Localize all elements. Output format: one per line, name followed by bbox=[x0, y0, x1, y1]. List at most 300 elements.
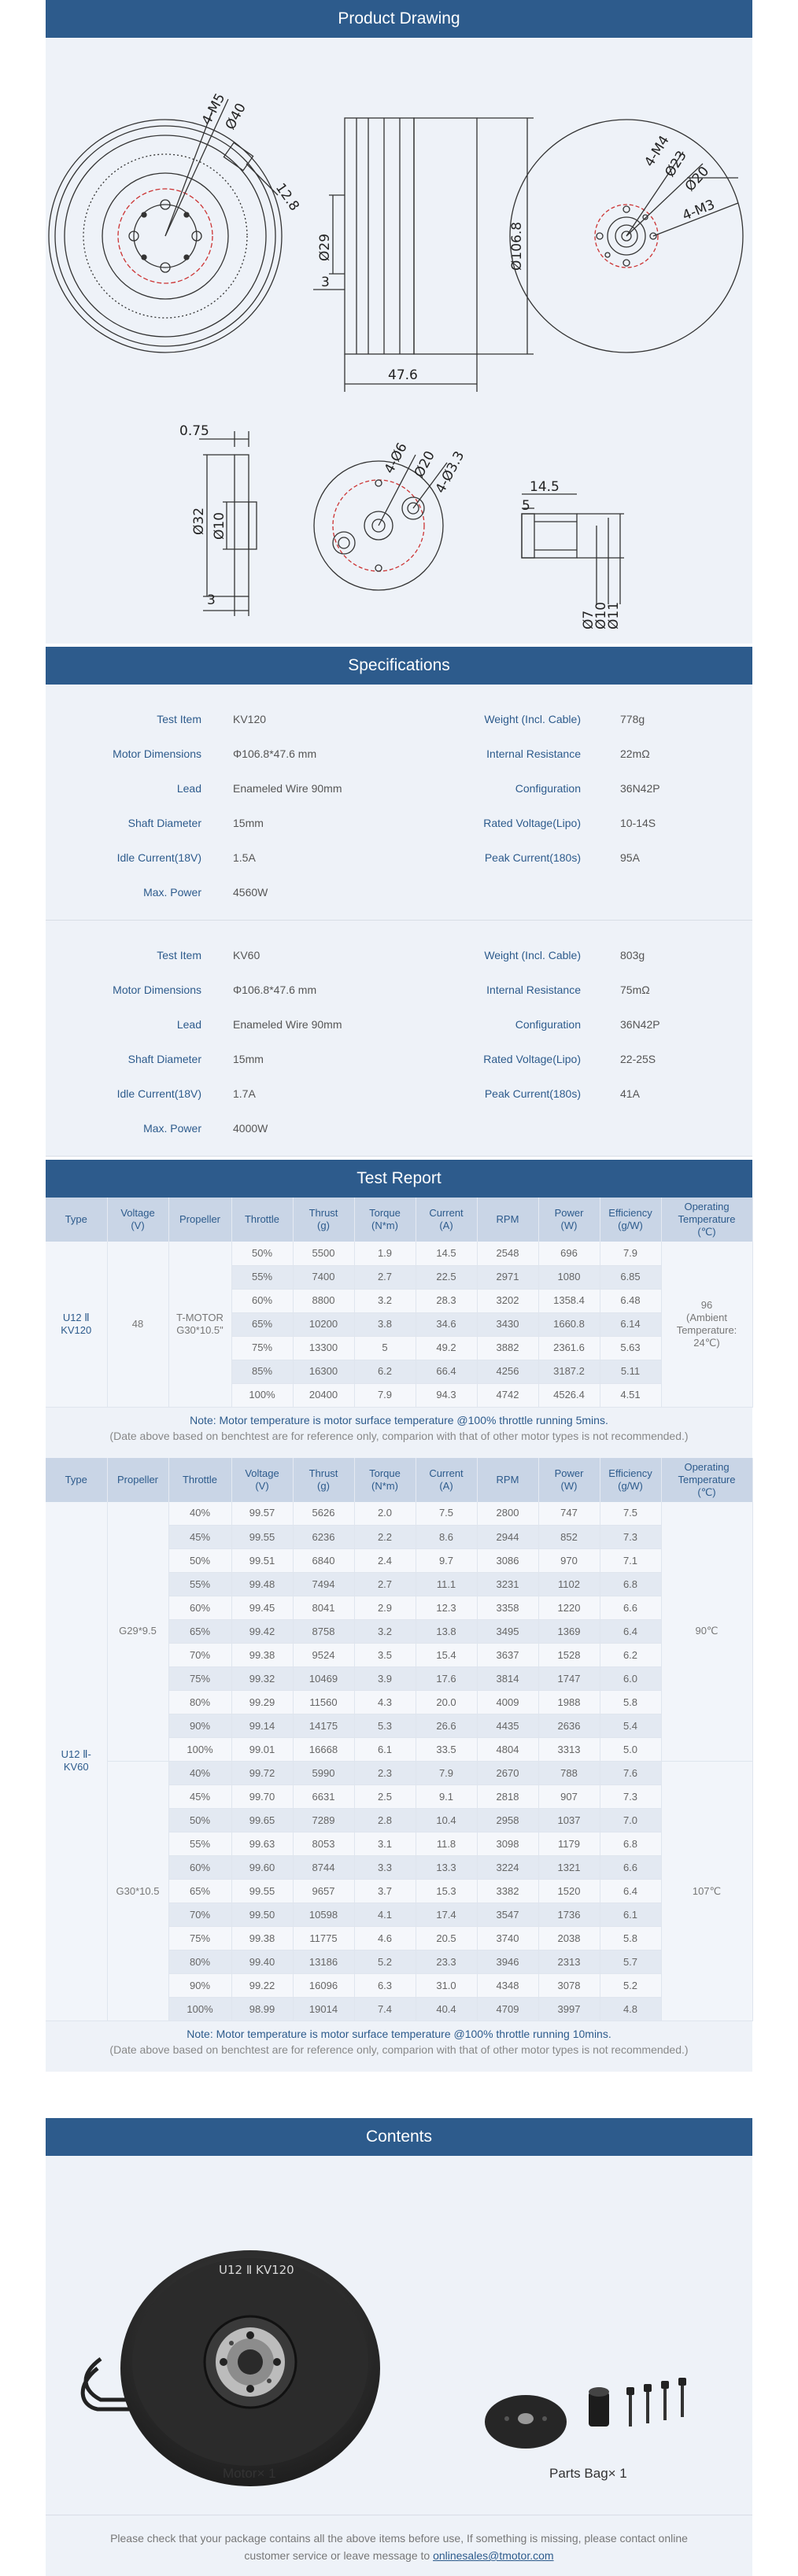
table-cell: 85% bbox=[231, 1360, 293, 1383]
spec-blocks bbox=[46, 685, 752, 1157]
spec-row bbox=[46, 840, 752, 875]
table-cell: 70% bbox=[168, 1644, 231, 1667]
dim-d1068: Ø106.8 bbox=[509, 221, 525, 271]
table-cell: 7289 bbox=[293, 1809, 354, 1832]
contents-illustration bbox=[46, 2156, 752, 2515]
table-header-cell: Type bbox=[46, 1198, 107, 1242]
table-cell: 3.2 bbox=[354, 1620, 416, 1644]
table-header-cell: Current (A) bbox=[416, 1458, 477, 1502]
table-cell: 10469 bbox=[293, 1667, 354, 1691]
table-cell: 6.1 bbox=[600, 1903, 661, 1927]
table-header-cell: Efficiency (g/W) bbox=[600, 1198, 661, 1242]
footer-line1: Please check that your package contains all the above items before use, If something is missing, please contact online bbox=[110, 2532, 688, 2545]
table-header-cell: Power (W) bbox=[538, 1458, 600, 1502]
table-cell: 60% bbox=[168, 1856, 231, 1880]
table-cell: 788 bbox=[538, 1762, 600, 1785]
contents-title: Contents bbox=[46, 2118, 752, 2156]
table-cell: 11560 bbox=[293, 1691, 354, 1714]
spec-value: 4000W bbox=[233, 1122, 268, 1135]
spec-label: Idle Current(18V) bbox=[116, 851, 201, 864]
spec-label: Lead bbox=[176, 782, 201, 795]
table-cell: 99.60 bbox=[231, 1856, 293, 1880]
spec-label: Lead bbox=[176, 1018, 201, 1031]
table-cell: 3098 bbox=[477, 1832, 538, 1856]
dim-d40: Ø40 bbox=[222, 101, 249, 133]
table-cell: 3495 bbox=[477, 1620, 538, 1644]
spec-label: Shaft Diameter bbox=[127, 1053, 201, 1065]
table-cell: 5.2 bbox=[354, 1950, 416, 1974]
table-cell: 1321 bbox=[538, 1856, 600, 1880]
table-cell: 3231 bbox=[477, 1573, 538, 1596]
spec-row bbox=[46, 702, 752, 736]
dim-d11: Ø11 bbox=[606, 601, 622, 629]
table-cell: 99.50 bbox=[231, 1903, 293, 1927]
table-cell: 1220 bbox=[538, 1596, 600, 1620]
table-cell: 8041 bbox=[293, 1596, 354, 1620]
table-header-cell: Thrust (g) bbox=[293, 1198, 354, 1242]
table-cell: 90% bbox=[168, 1974, 231, 1998]
table-cell: 45% bbox=[168, 1526, 231, 1549]
spec-row bbox=[46, 972, 752, 1007]
table-cell: 40% bbox=[168, 1502, 231, 1526]
table-cell: 55% bbox=[168, 1573, 231, 1596]
rotor-side-view bbox=[313, 118, 534, 392]
spec-label: Weight (Incl. Cable) bbox=[484, 949, 581, 961]
table-cell: 99.14 bbox=[231, 1714, 293, 1738]
table-cell: 99.32 bbox=[231, 1667, 293, 1691]
table-cell: 17.6 bbox=[416, 1667, 477, 1691]
table-cell: 16096 bbox=[293, 1974, 354, 1998]
table-cell: 3547 bbox=[477, 1903, 538, 1927]
spec-value: 15mm bbox=[233, 817, 264, 829]
specifications-section bbox=[46, 647, 752, 1157]
table-cell: 100% bbox=[168, 1738, 231, 1762]
spec-label: Rated Voltage(Lipo) bbox=[483, 1053, 581, 1065]
spec-value: 778g bbox=[620, 713, 645, 725]
table-cell: 50% bbox=[168, 1809, 231, 1832]
dim-128: 12.8 bbox=[272, 180, 303, 214]
dim-d20b: Ø20 bbox=[411, 448, 438, 481]
table-cell: 16300 bbox=[293, 1360, 354, 1383]
spec-label: Test Item bbox=[157, 713, 201, 725]
spec-row bbox=[46, 1111, 752, 1146]
spec-label: Test Item bbox=[157, 949, 201, 961]
spec-label: Weight (Incl. Cable) bbox=[484, 713, 581, 725]
table-cell: 5.63 bbox=[600, 1336, 661, 1360]
table-cell: 2.5 bbox=[354, 1785, 416, 1809]
table-cell: 26.6 bbox=[416, 1714, 477, 1738]
table-cell: 2.4 bbox=[354, 1549, 416, 1573]
table-cell: 9657 bbox=[293, 1880, 354, 1903]
table-cell: 7.3 bbox=[600, 1785, 661, 1809]
table-cell: 9.7 bbox=[416, 1549, 477, 1573]
spec-label: Internal Resistance bbox=[486, 747, 581, 760]
table-cell: 1358.4 bbox=[538, 1289, 600, 1312]
table-cell: 2.3 bbox=[354, 1762, 416, 1785]
table-cell: 2.8 bbox=[354, 1809, 416, 1832]
temperature-cell: 96 (Ambient Temperature: 24℃) bbox=[661, 1242, 752, 1407]
spec-label: Max. Power bbox=[143, 1122, 201, 1135]
table-cell: 4.51 bbox=[600, 1383, 661, 1407]
dim-d10b: Ø10 bbox=[593, 601, 609, 629]
table-cell: 99.72 bbox=[231, 1762, 293, 1785]
motor-label: U12 Ⅱ KV120 bbox=[219, 2263, 294, 2277]
table-cell: 1037 bbox=[538, 1809, 600, 1832]
table-header-cell: Power (W) bbox=[538, 1198, 600, 1242]
rotor-front-view bbox=[49, 99, 282, 352]
table-cell: 2313 bbox=[538, 1950, 600, 1974]
table-cell: 3086 bbox=[477, 1549, 538, 1573]
test-table-kv60 bbox=[46, 1458, 753, 2022]
table-cell: 6.4 bbox=[600, 1880, 661, 1903]
note-kv120 bbox=[46, 1408, 752, 1458]
table-cell: 6.1 bbox=[354, 1738, 416, 1762]
table-cell: 1528 bbox=[538, 1644, 600, 1667]
parts-bag-image bbox=[485, 2378, 686, 2449]
table-cell: 1660.8 bbox=[538, 1312, 600, 1336]
table-cell: 8800 bbox=[293, 1289, 354, 1312]
table-cell: 1988 bbox=[538, 1691, 600, 1714]
table-cell: 99.55 bbox=[231, 1880, 293, 1903]
table-cell: 6.8 bbox=[600, 1573, 661, 1596]
table-cell: 2.7 bbox=[354, 1573, 416, 1596]
table-cell: 7.4 bbox=[354, 1998, 416, 2021]
table-cell: 5.11 bbox=[600, 1360, 661, 1383]
table-cell: 5500 bbox=[293, 1242, 354, 1265]
table-cell: 6.0 bbox=[600, 1667, 661, 1691]
table-cell: 2971 bbox=[477, 1265, 538, 1289]
table-cell: 15.4 bbox=[416, 1644, 477, 1667]
table-cell: 99.57 bbox=[231, 1502, 293, 1526]
table-cell: 2958 bbox=[477, 1809, 538, 1832]
specifications-title: Specifications bbox=[46, 647, 752, 685]
table-cell: 3637 bbox=[477, 1644, 538, 1667]
table-cell: 6631 bbox=[293, 1785, 354, 1809]
table-cell: 8.6 bbox=[416, 1526, 477, 1549]
table-cell: 1179 bbox=[538, 1832, 600, 1856]
table-cell: 99.38 bbox=[231, 1644, 293, 1667]
dim-d29: Ø29 bbox=[317, 233, 333, 261]
spec-label: Rated Voltage(Lipo) bbox=[483, 817, 581, 829]
table-cell: 99.38 bbox=[231, 1927, 293, 1950]
table-header-cell: Propeller bbox=[107, 1458, 168, 1502]
propeller-cell: G29*9.5 bbox=[107, 1502, 168, 1762]
table-cell: 5.3 bbox=[354, 1714, 416, 1738]
spec-row bbox=[46, 806, 752, 840]
table-cell: 1736 bbox=[538, 1903, 600, 1927]
table-header-cell: Voltage (V) bbox=[107, 1198, 168, 1242]
table-cell: 907 bbox=[538, 1785, 600, 1809]
propeller-cell: G30*10.5 bbox=[107, 1762, 168, 2021]
table-row bbox=[46, 1242, 752, 1265]
type-cell: U12 Ⅱ KV120 bbox=[46, 1242, 107, 1407]
table-cell: 2.2 bbox=[354, 1526, 416, 1549]
table-cell: 50% bbox=[231, 1242, 293, 1265]
table-cell: 98.99 bbox=[231, 1998, 293, 2021]
table-cell: 4742 bbox=[477, 1383, 538, 1407]
spec-label: Internal Resistance bbox=[486, 984, 581, 996]
table-cell: 3.2 bbox=[354, 1289, 416, 1312]
table-header-cell: Voltage (V) bbox=[231, 1458, 293, 1502]
table-cell: 7.1 bbox=[600, 1549, 661, 1573]
note-kv60-line1: Note: Motor temperature is motor surface temperature @100% throttle running 10mins. bbox=[187, 2028, 611, 2040]
dim-d20a: Ø20 bbox=[682, 163, 713, 195]
table-cell: 33.5 bbox=[416, 1738, 477, 1762]
table-cell: 49.2 bbox=[416, 1336, 477, 1360]
spec-value: KV60 bbox=[233, 949, 260, 961]
table-cell: 16668 bbox=[293, 1738, 354, 1762]
spec-row bbox=[46, 938, 752, 972]
table-cell: 3946 bbox=[477, 1950, 538, 1974]
table-cell: 94.3 bbox=[416, 1383, 477, 1407]
spec-label: Shaft Diameter bbox=[127, 817, 201, 829]
table-cell: 19014 bbox=[293, 1998, 354, 2021]
table-cell: 65% bbox=[168, 1880, 231, 1903]
table-cell: 7.9 bbox=[600, 1242, 661, 1265]
table-cell: 28.3 bbox=[416, 1289, 477, 1312]
spec-label: Motor Dimensions bbox=[113, 984, 201, 996]
stator-back-view bbox=[510, 120, 743, 352]
table-cell: 4009 bbox=[477, 1691, 538, 1714]
dim-d32: Ø32 bbox=[191, 507, 207, 535]
contents-panel bbox=[46, 2156, 752, 2515]
table-cell: 10.4 bbox=[416, 1809, 477, 1832]
table-cell: 2944 bbox=[477, 1526, 538, 1549]
table-cell: 1102 bbox=[538, 1573, 600, 1596]
spec-label: Max. Power bbox=[143, 886, 201, 899]
dim-075: 0.75 bbox=[179, 423, 209, 439]
table-cell: 5990 bbox=[293, 1762, 354, 1785]
table-cell: 7.5 bbox=[416, 1502, 477, 1526]
dim-d10a: Ø10 bbox=[212, 511, 227, 540]
table-cell: 4.8 bbox=[600, 1998, 661, 2021]
table-cell: 99.51 bbox=[231, 1549, 293, 1573]
table-header-cell: Thrust (g) bbox=[293, 1458, 354, 1502]
table-cell: 3430 bbox=[477, 1312, 538, 1336]
table-cell: 99.55 bbox=[231, 1526, 293, 1549]
table-header-cell: Torque (N*m) bbox=[354, 1458, 416, 1502]
table-cell: 6.6 bbox=[600, 1596, 661, 1620]
table-cell: 11.1 bbox=[416, 1573, 477, 1596]
spec-value: 41A bbox=[620, 1087, 640, 1100]
table-cell: 13.3 bbox=[416, 1856, 477, 1880]
table-header-cell: Torque (N*m) bbox=[354, 1198, 416, 1242]
spec-label: Motor Dimensions bbox=[113, 747, 201, 760]
table-cell: 13300 bbox=[293, 1336, 354, 1360]
temperature-cell: 90℃ bbox=[661, 1502, 752, 1762]
table-cell: 852 bbox=[538, 1526, 600, 1549]
spec-value: 803g bbox=[620, 949, 645, 961]
table-cell: 80% bbox=[168, 1691, 231, 1714]
table-cell: 5 bbox=[354, 1336, 416, 1360]
table-cell: 40.4 bbox=[416, 1998, 477, 2021]
table-cell: 747 bbox=[538, 1502, 600, 1526]
propeller-cell: T-MOTOR G30*10.5" bbox=[168, 1242, 231, 1407]
table-cell: 3.5 bbox=[354, 1644, 416, 1667]
table-cell: 99.29 bbox=[231, 1691, 293, 1714]
table-cell: 7.9 bbox=[354, 1383, 416, 1407]
table-cell: 4709 bbox=[477, 1998, 538, 2021]
item-motor-caption: Motor× 1 bbox=[223, 2466, 276, 2481]
table-cell: 4804 bbox=[477, 1738, 538, 1762]
table-cell: 2670 bbox=[477, 1762, 538, 1785]
product-drawing-section bbox=[46, 0, 752, 644]
table-cell: 1080 bbox=[538, 1265, 600, 1289]
dim-3a: 3 bbox=[321, 275, 330, 290]
table-cell: 5.8 bbox=[600, 1691, 661, 1714]
table-cell: 34.6 bbox=[416, 1312, 477, 1336]
table-cell: 7.5 bbox=[600, 1502, 661, 1526]
table-cell: 6.48 bbox=[600, 1289, 661, 1312]
dim-d7: Ø7 bbox=[581, 610, 597, 629]
table-cell: 6.4 bbox=[600, 1620, 661, 1644]
dim-3b: 3 bbox=[207, 592, 216, 608]
table-cell: 6840 bbox=[293, 1549, 354, 1573]
spec-value: 4560W bbox=[233, 886, 268, 899]
spec-value: 22mΩ bbox=[620, 747, 650, 760]
table-cell: 2361.6 bbox=[538, 1336, 600, 1360]
spec-row bbox=[46, 736, 752, 771]
table-header-cell: Throttle bbox=[231, 1198, 293, 1242]
dim-145: 14.5 bbox=[530, 479, 560, 495]
table-cell: 3187.2 bbox=[538, 1360, 600, 1383]
note-kv60-line2: (Date above based on benchtest are for reference only, comparion with that of other motor types is not recommended.) bbox=[109, 2043, 689, 2056]
adapter-side-view bbox=[199, 431, 257, 616]
table-cell: 99.70 bbox=[231, 1785, 293, 1809]
spec-row bbox=[46, 1007, 752, 1042]
table-cell: 99.40 bbox=[231, 1950, 293, 1974]
table-cell: 3313 bbox=[538, 1738, 600, 1762]
table-cell: 99.45 bbox=[231, 1596, 293, 1620]
table-cell: 12.3 bbox=[416, 1596, 477, 1620]
table-cell: 70% bbox=[168, 1903, 231, 1927]
item-parts-bag-caption: Parts Bag× 1 bbox=[549, 2466, 627, 2481]
table-cell: 9.1 bbox=[416, 1785, 477, 1809]
table-cell: 13.8 bbox=[416, 1620, 477, 1644]
table-cell: 31.0 bbox=[416, 1974, 477, 1998]
table-cell: 3882 bbox=[477, 1336, 538, 1360]
table-header-cell: Efficiency (g/W) bbox=[600, 1458, 661, 1502]
table-cell: 5.2 bbox=[600, 1974, 661, 1998]
contents-section bbox=[46, 2118, 752, 2576]
table-cell: 3202 bbox=[477, 1289, 538, 1312]
table-header-cell: Type bbox=[46, 1458, 107, 1502]
table-cell: 17.4 bbox=[416, 1903, 477, 1927]
spec-row bbox=[46, 1042, 752, 1076]
technical-drawing bbox=[46, 38, 752, 644]
motor-image bbox=[83, 2250, 380, 2486]
note-kv120-line2: (Date above based on benchtest are for reference only, comparion with that of other motor types is not recommended.) bbox=[109, 1429, 689, 1442]
table-cell: 2.7 bbox=[354, 1265, 416, 1289]
temperature-cell: 107℃ bbox=[661, 1762, 752, 2021]
table-cell: 7.9 bbox=[416, 1762, 477, 1785]
table-cell: 4.3 bbox=[354, 1691, 416, 1714]
test-table-kv120 bbox=[46, 1198, 753, 1408]
dim-d6: 4-Ø6 bbox=[381, 440, 411, 477]
table-cell: 40% bbox=[168, 1762, 231, 1785]
table-cell: 4435 bbox=[477, 1714, 538, 1738]
drawing-panel bbox=[46, 38, 752, 644]
table-cell: 99.01 bbox=[231, 1738, 293, 1762]
spec-value: Φ106.8*47.6 mm bbox=[233, 984, 317, 996]
note-kv120-line1: Note: Motor temperature is motor surface temperature @100% throttle running 5mins. bbox=[190, 1413, 608, 1426]
table-cell: 100% bbox=[231, 1383, 293, 1407]
table-cell: 7494 bbox=[293, 1573, 354, 1596]
table-cell: 4.6 bbox=[354, 1927, 416, 1950]
table-cell: 10598 bbox=[293, 1903, 354, 1927]
table-cell: 6.2 bbox=[600, 1644, 661, 1667]
table-cell: 5.4 bbox=[600, 1714, 661, 1738]
spec-label: Peak Current(180s) bbox=[484, 851, 581, 864]
table-cell: 3382 bbox=[477, 1880, 538, 1903]
type-cell: U12 Ⅱ- KV60 bbox=[46, 1502, 107, 2021]
table-cell: 60% bbox=[231, 1289, 293, 1312]
table-cell: 4.1 bbox=[354, 1903, 416, 1927]
table-cell: 3224 bbox=[477, 1856, 538, 1880]
table-cell: 3.7 bbox=[354, 1880, 416, 1903]
test-report-title: Test Report bbox=[46, 1160, 752, 1198]
spec-value: 36N42P bbox=[620, 782, 660, 795]
spec-label: Configuration bbox=[515, 782, 581, 795]
table-header-cell: Operating Temperature (℃) bbox=[661, 1198, 752, 1242]
table-cell: 8744 bbox=[293, 1856, 354, 1880]
table-header-cell: RPM bbox=[477, 1198, 538, 1242]
table-header-cell: Throttle bbox=[168, 1458, 231, 1502]
spec-row bbox=[46, 771, 752, 806]
table-cell: 11.8 bbox=[416, 1832, 477, 1856]
table-cell: 5626 bbox=[293, 1502, 354, 1526]
table-cell: 14175 bbox=[293, 1714, 354, 1738]
table-cell: 1369 bbox=[538, 1620, 600, 1644]
table-cell: 45% bbox=[168, 1785, 231, 1809]
footer-line2-text: customer service or leave message to bbox=[244, 2549, 434, 2562]
table-cell: 7400 bbox=[293, 1265, 354, 1289]
table-cell: 4348 bbox=[477, 1974, 538, 1998]
table-cell: 13186 bbox=[293, 1950, 354, 1974]
table-cell: 65% bbox=[231, 1312, 293, 1336]
table-cell: 1747 bbox=[538, 1667, 600, 1691]
email-link[interactable]: onlinesales@tmotor.com bbox=[433, 2549, 554, 2562]
table-cell: 99.22 bbox=[231, 1974, 293, 1998]
table-cell: 5.0 bbox=[600, 1738, 661, 1762]
table-cell: 99.48 bbox=[231, 1573, 293, 1596]
spec-label: Peak Current(180s) bbox=[484, 1087, 581, 1100]
table-header-cell: Current (A) bbox=[416, 1198, 477, 1242]
table-cell: 2548 bbox=[477, 1242, 538, 1265]
table-cell: 3358 bbox=[477, 1596, 538, 1620]
table-cell: 20400 bbox=[293, 1383, 354, 1407]
table-cell: 80% bbox=[168, 1950, 231, 1974]
spec-row bbox=[46, 875, 752, 910]
spec-label: Idle Current(18V) bbox=[116, 1087, 201, 1100]
spec-value: Enameled Wire 90mm bbox=[233, 1018, 342, 1031]
table-cell: 7.3 bbox=[600, 1526, 661, 1549]
table-cell: 7.0 bbox=[600, 1809, 661, 1832]
table-cell: 8758 bbox=[293, 1620, 354, 1644]
table-cell: 23.3 bbox=[416, 1950, 477, 1974]
table-header-cell: Propeller bbox=[168, 1198, 231, 1242]
table-cell: 970 bbox=[538, 1549, 600, 1573]
table-cell: 2.9 bbox=[354, 1596, 416, 1620]
table-cell: 22.5 bbox=[416, 1265, 477, 1289]
dim-m5: 4-M5 bbox=[198, 90, 229, 128]
table-cell: 2800 bbox=[477, 1502, 538, 1526]
spec-value: Enameled Wire 90mm bbox=[233, 782, 342, 795]
spec-block-1 bbox=[46, 921, 752, 1157]
dim-m4: 4-M4 bbox=[641, 133, 673, 170]
table-cell: 65% bbox=[168, 1620, 231, 1644]
table-cell: 6.8 bbox=[600, 1832, 661, 1856]
